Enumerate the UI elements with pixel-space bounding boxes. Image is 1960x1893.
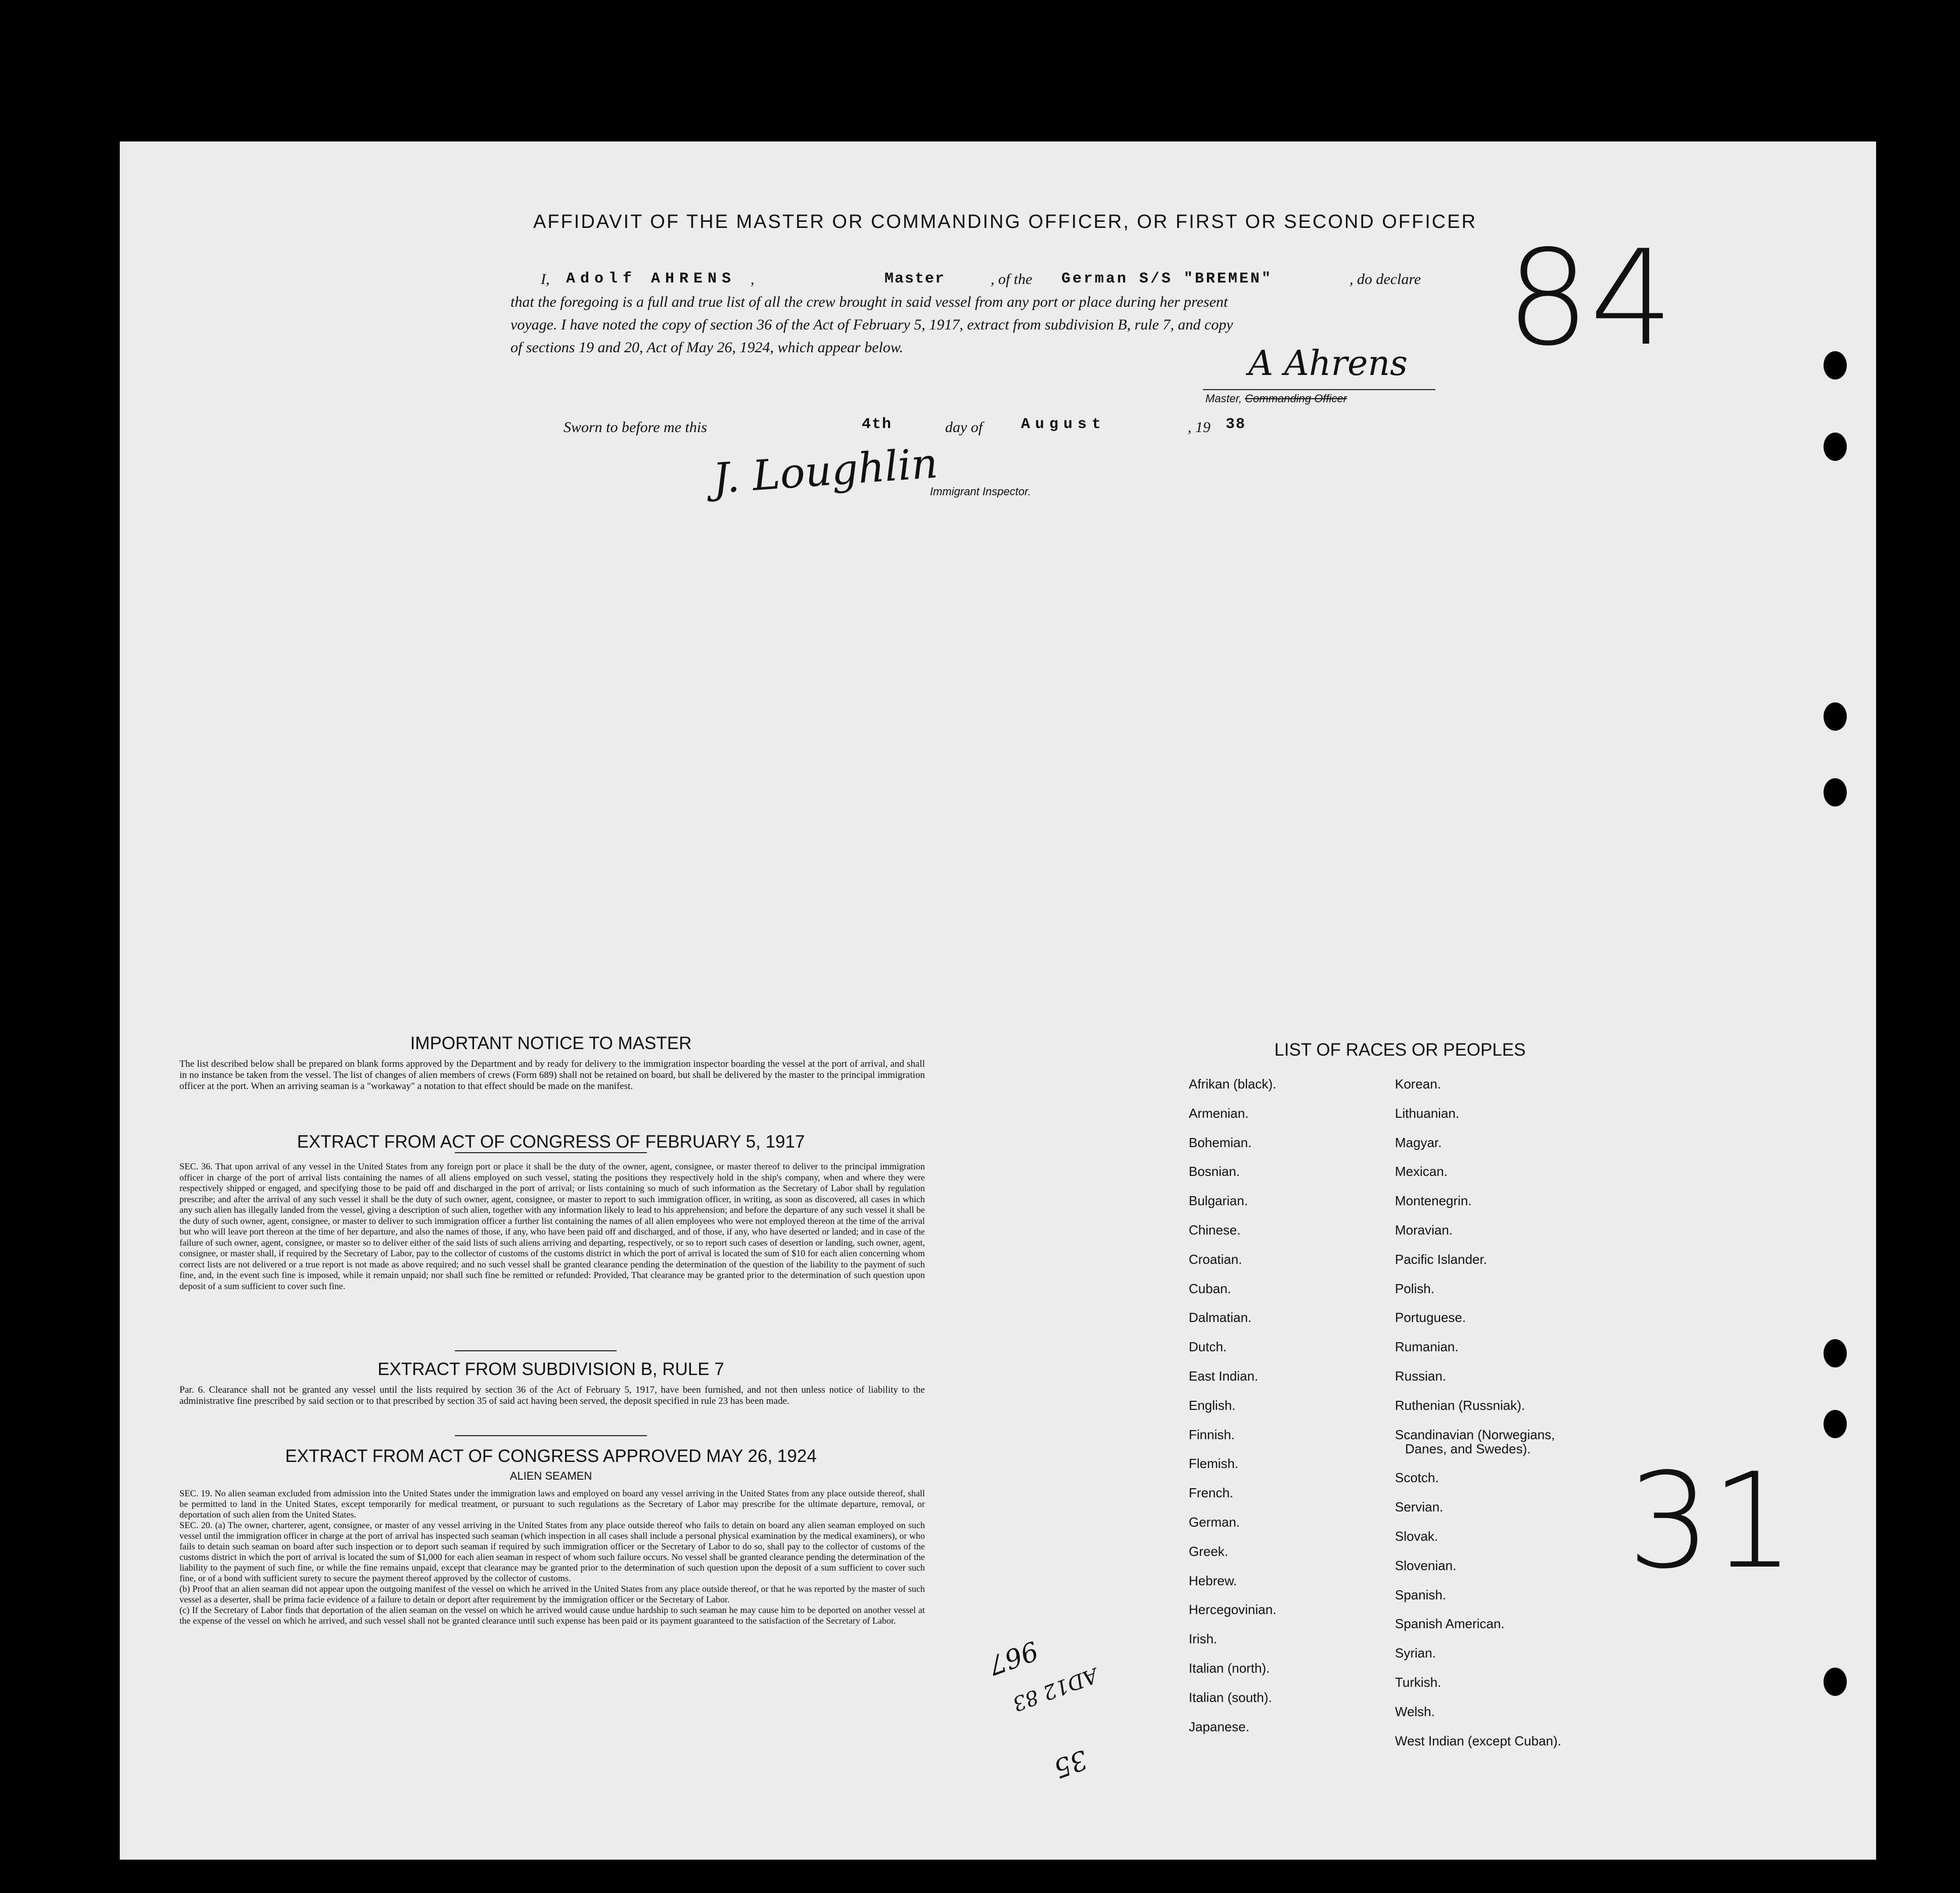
- race-item: Pacific Islander.: [1395, 1251, 1487, 1267]
- race-item: Irish.: [1189, 1631, 1218, 1647]
- divider: [455, 1435, 647, 1436]
- race-item: Spanish.: [1395, 1587, 1446, 1602]
- handwritten-note: 967: [984, 1634, 1042, 1681]
- inspector-caption: Immigrant Inspector.: [930, 485, 1031, 498]
- ship-name: German S/S "BREMEN": [1061, 270, 1273, 288]
- race-item: Croatian.: [1189, 1251, 1242, 1267]
- binder-hole: [1824, 702, 1847, 731]
- handwritten-page-number: 84: [1506, 222, 1673, 375]
- race-item: Hercegovinian.: [1189, 1602, 1277, 1618]
- binder-hole: [1824, 778, 1847, 807]
- notice-body: The list described below shall be prepared on blank forms approved by the Department and by ready for delivery to the immigration inspector boarding the vessel at the port of arrival, and shall in no instance be taken from the vessel. The list of changes of alien members of crews (Form 689) shall not be retained on board, but shall be delivered by the master to the principal immigration officer at the port. When an arriving seaman is a "workaway" a notation to that effect should be made on the manifest.: [179, 1059, 925, 1092]
- master-rank: Master: [884, 270, 946, 288]
- race-item: French.: [1189, 1485, 1234, 1501]
- binder-hole: [1824, 433, 1847, 461]
- race-item: Scotch.: [1395, 1470, 1439, 1486]
- binder-hole: [1824, 1668, 1847, 1696]
- race-item: Moravian.: [1395, 1222, 1453, 1238]
- sworn-day: 4th: [862, 416, 893, 433]
- race-item: Korean.: [1395, 1076, 1441, 1092]
- race-item: Rumanian.: [1395, 1339, 1459, 1355]
- handwritten-number: 31: [1627, 1445, 1795, 1598]
- race-item: Syrian.: [1395, 1645, 1436, 1661]
- race-item: Welsh.: [1395, 1703, 1435, 1719]
- race-item: Mexican.: [1395, 1164, 1448, 1179]
- extract-rule7-body: Par. 6. Clearance shall not be granted any vessel until the lists required by section 36 of the Act of February 5, 1917, have been furnished, and not then unless notice of liability to the administrative fine prescribed by said section or to that prescribed by section 35 of said act having been served, the deposit specified in rule 23 has been made.: [179, 1385, 925, 1406]
- extract-1924-subtitle: ALIEN SEAMEN: [509, 1470, 592, 1482]
- race-item: East Indian.: [1189, 1368, 1258, 1384]
- sworn-year: 38: [1226, 416, 1246, 433]
- race-item: Japanese.: [1189, 1719, 1249, 1734]
- sec-19: SEC. 19. No alien seaman excluded from admission into the United States under the immigration laws and employed on board any vessel arriving in the United States from any place outside thereof, shall be permitted to land in the United States, except temporarily for medical treatment, or pursuant to such regulations as the Secretary of Labor may prescribe for the ultimate departure, removal, or deportation of such alien from the United States.: [179, 1488, 925, 1520]
- race-item: Italian (south).: [1189, 1689, 1272, 1705]
- sworn-month: August: [1021, 416, 1106, 433]
- race-item: Ruthenian (Russniak).: [1395, 1397, 1525, 1413]
- race-item: Greek.: [1189, 1543, 1229, 1559]
- extract-1924-title: EXTRACT FROM ACT OF CONGRESS APPROVED MAY 26, 1924: [285, 1446, 817, 1466]
- race-item: Bosnian.: [1189, 1164, 1240, 1179]
- races-title: LIST OF RACES OR PEOPLES: [1274, 1040, 1526, 1060]
- race-item: Armenian.: [1189, 1105, 1249, 1121]
- race-item: Dalmatian.: [1189, 1310, 1252, 1326]
- day-of-text: day of: [945, 419, 983, 436]
- race-item: Slovenian.: [1395, 1557, 1457, 1573]
- race-item: Cuban.: [1189, 1281, 1231, 1296]
- race-item: Bulgarian.: [1189, 1193, 1248, 1209]
- race-item: Bohemian.: [1189, 1134, 1252, 1150]
- affidavit-title: AFFIDAVIT OF THE MASTER OR COMMANDING OFFICER, OR FIRST OR SECOND OFFICER: [533, 211, 1477, 232]
- sec-20c: (c) If the Secretary of Labor finds that deportation of the alien seaman on the vessel on which he arrived would cause undue hardship to such seaman he may cause him to be deported on another vessel at the expense of the vessel on which he arrived, and such vessel shall not be granted clearance until such expense has been paid or its payment guaranteed to the satisfaction of the Secretary of Labor.: [179, 1605, 925, 1626]
- sec-20b: (b) Proof that an alien seaman did not appear upon the outgoing manifest of the vessel on which he arrived in the United States from any place outside thereof, or that he was reported by the master of such vessel as a deserter, shall be prima facie evidence of a failure to detain or deport after requirement by the immigration officer or the Secretary of Labor.: [179, 1584, 925, 1604]
- handwritten-note: 35: [1049, 1743, 1092, 1784]
- race-item: Hebrew.: [1189, 1573, 1237, 1588]
- binder-hole: [1824, 1410, 1847, 1438]
- race-item: Portuguese.: [1395, 1310, 1466, 1326]
- race-item: Chinese.: [1189, 1222, 1241, 1238]
- race-item: Dutch.: [1189, 1339, 1227, 1355]
- extract-1924-body: [179, 1488, 925, 1626]
- extract-1917-body: SEC. 36. That upon arrival of any vessel in the United States from any foreign port or place it shall be the duty of the owner, agent, consignee, or master thereof to deliver to the principal immigration officer in charge of the port of arrival lists containing the names of all aliens employed on such vessel, stating the positions they respectively hold in the ship's company, when and where they were respectively shipped or engaged, and specifying those to be paid off and discharged in the port of arrival; or lists containing so much of such information as the Secretary of Labor shall by regulation prescribe; and after the arrival of any such vessel it shall be the duty of such owner, agent, consignee, or master to report to such immigration officer, in writing, as soon as discovered, all cases in which any such alien has illegally landed from the vessel, giving a description of such alien, together with any information likely to lead to his apprehension; and before the departure of any such vessel it shall be the duty of such owner, agent, consignee, or master to deliver to such immigration officer a further list containing the names of all alien employees who were not employed thereon at the time of the arrival but who will leave port thereon at the time of her departure, and also the names of those, if any, who have been paid off and discharged, and of those, if any, who have deserted or landed; and in case of the failure of such owner, agent, consignee, or master so to deliver either of the said lists of such aliens arriving and departing, respectively, or so to report such cases of desertion or landing, such owner, agent, consignee, or master shall, if required by the Secretary of Labor, pay to the collector of customs of the customs district in which the port of arrival is located the sum of $10 for each alien concerning whom correct lists are not delivered or a true report is not made as above required; and no such vessel shall be granted clearance pending the determination of the question of the liability to the payment of such fine, and, in the event such fine is imposed, while it remain unpaid; nor shall such fine be remitted or refunded: Provided, That clearance may be granted prior to the determination of such question upon deposit of a sum sufficient to cover such fine.: [179, 1161, 925, 1291]
- race-item: Magyar.: [1395, 1134, 1442, 1150]
- divider: [455, 1350, 617, 1351]
- signature-line: [1203, 389, 1435, 390]
- race-item: Polish.: [1395, 1281, 1435, 1296]
- race-item: German.: [1189, 1515, 1240, 1530]
- sec-20a: SEC. 20. (a) The owner, charterer, agent, consignee, or master of any vessel arriving in the United States from any place outside thereof who fails to detain on board any alien seaman employed on such vessel until the immigration officer in charge at the port of arrival has inspected such seaman (which inspection in all cases shall include a personal physical examination by the medical examiners), or who fails to detain such seaman on board after such inspection or to deport such seaman if required by such immigration officer or the Secretary of Labor to do so, shall pay to the collector of customs of the customs district in which the port of arrival is located the sum of $1,000 for each alien seaman in respect of whom such failure occurs. No vessel shall be granted clearance pending the determination of the liability to the payment of such fine, or while the fine remains unpaid, except that clearance may be granted prior to the determination of such question upon the deposit of a sum sufficient to cover such fine, or of a bond with sufficient surety to secure the payment thereof approved by the collector of customs.: [179, 1520, 925, 1583]
- race-item: English.: [1189, 1397, 1236, 1413]
- affidavit-declaration: I, Adolf AHRENS , Master , of the German S/S "BREMEN" , do declare that the foregoing is a full and true list of all the crew brought in said vessel from any port or place during her present voyage. I have noted the copy of section 36 of the Act of February 5, 1917, extract from subdivision B, rule 7, and copy of sections 19 and 20, Act of May 26, 1924, which appear below.: [510, 268, 1486, 359]
- race-item: Italian (north).: [1189, 1661, 1270, 1676]
- race-item: Flemish.: [1189, 1456, 1239, 1472]
- master-signature: A Ahrens: [1248, 344, 1408, 384]
- race-item: West Indian (except Cuban).: [1395, 1733, 1562, 1748]
- extract-rule7-title: EXTRACT FROM SUBDIVISION B, RULE 7: [378, 1359, 724, 1379]
- race-item: Lithuanian.: [1395, 1105, 1460, 1121]
- race-item: Russian.: [1395, 1368, 1446, 1384]
- notice-title: IMPORTANT NOTICE TO MASTER: [410, 1033, 692, 1053]
- race-item: Servian.: [1395, 1499, 1443, 1515]
- race-item: Slovak.: [1395, 1529, 1438, 1544]
- master-caption: Master, Commanding Officer: [1205, 392, 1347, 405]
- inspector-signature: J. Loughlin: [711, 439, 940, 503]
- handwritten-note: AD12 83: [1009, 1663, 1101, 1716]
- race-item: Scandinavian (Norwegians,: [1395, 1427, 1555, 1442]
- master-name: Adolf AHRENS: [566, 270, 736, 288]
- extract-1917-title: EXTRACT FROM ACT OF CONGRESS OF FEBRUARY 5, 1917: [297, 1132, 805, 1152]
- struck-officer-title: Commanding Officer: [1245, 392, 1347, 405]
- race-item: Spanish American.: [1395, 1616, 1505, 1632]
- race-item: Afrikan (black).: [1189, 1076, 1277, 1092]
- sworn-text: Sworn to before me this: [564, 419, 707, 436]
- race-item: Danes, and Swedes).: [1405, 1441, 1531, 1456]
- binder-hole: [1824, 1339, 1847, 1367]
- race-item: Turkish.: [1395, 1675, 1441, 1690]
- race-item: Finnish.: [1189, 1427, 1235, 1442]
- race-item: Montenegrin.: [1395, 1193, 1472, 1209]
- year-prefix: , 19: [1188, 419, 1210, 436]
- divider: [455, 1152, 647, 1153]
- binder-hole: [1824, 351, 1847, 380]
